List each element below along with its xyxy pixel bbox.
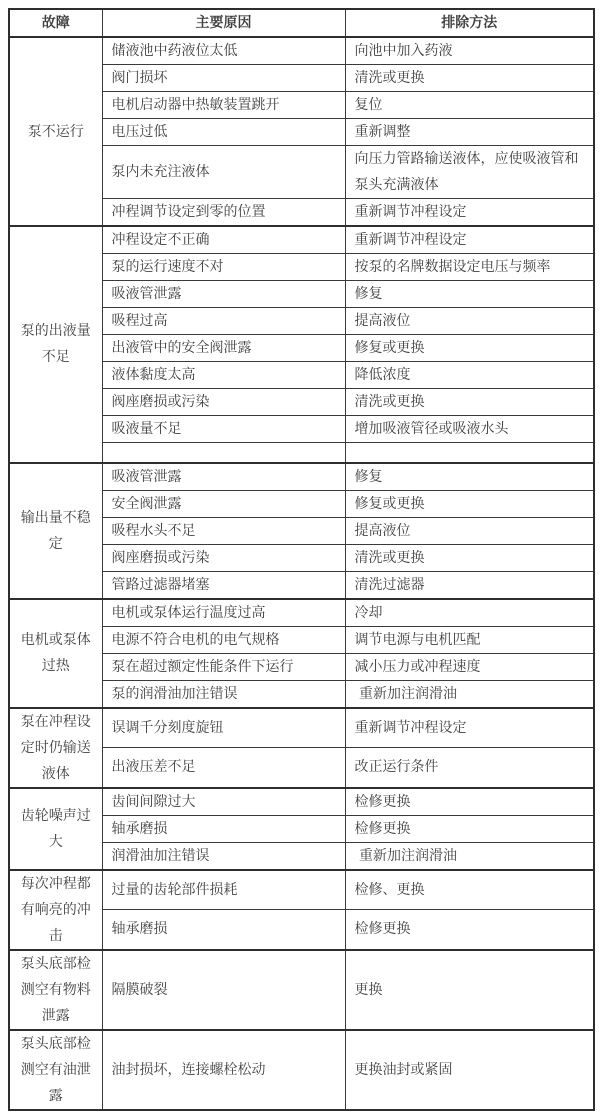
remedy-cell: 修复或更换 — [345, 490, 594, 517]
cause-cell: 安全阀泄露 — [102, 490, 345, 517]
table-row — [9, 870, 594, 910]
remedy-cell: 重新调节冲程设定 — [345, 199, 594, 227]
cause-cell: 吸液管泄露 — [102, 281, 345, 308]
remedy-cell: 降低浓度 — [345, 362, 594, 389]
cause-cell: 误调千分刻度旋钮 — [102, 708, 345, 748]
cause-cell: 阀门损坏 — [102, 65, 345, 92]
header-cell-remedy: 排除方法 — [345, 9, 594, 37]
cause-cell: 泵在超过额定性能条件下运行 — [102, 653, 345, 680]
table-row — [9, 599, 594, 627]
remedy-cell: 检修更换 — [345, 910, 594, 950]
fault-cell: 输出量不稳定 — [9, 463, 102, 599]
cause-cell: 吸程过高 — [102, 308, 345, 335]
cause-cell: 齿间间隙过大 — [102, 788, 345, 816]
remedy-cell: 提高液位 — [345, 308, 594, 335]
cause-cell: 出液压差不足 — [102, 748, 345, 788]
remedy-cell: 更换 — [345, 950, 594, 1030]
remedy-cell: 提高液位 — [345, 517, 594, 544]
table-row — [9, 708, 594, 748]
fault-cell: 泵不运行 — [9, 37, 102, 226]
remedy-cell: 清洗过滤器 — [345, 571, 594, 599]
cause-cell: 出液管中的安全阀泄露 — [102, 335, 345, 362]
remedy-cell: 增加吸液管径或吸液水头 — [345, 416, 594, 443]
remedy-cell: 重新加注润滑油 — [345, 842, 594, 870]
remedy-cell: 复位 — [345, 92, 594, 119]
remedy-cell: 更换油封或紧固 — [345, 1030, 594, 1110]
fault-cell: 泵头底部检测空有油泄露 — [9, 1030, 102, 1110]
remedy-cell: 修复 — [345, 463, 594, 491]
remedy-cell: 检修更换 — [345, 815, 594, 842]
table-row — [9, 788, 594, 816]
cause-cell — [102, 443, 345, 463]
cause-cell: 润滑油加注错误 — [102, 842, 345, 870]
cause-cell: 隔膜破裂 — [102, 950, 345, 1030]
cause-cell: 电机启动器中热敏装置跳开 — [102, 92, 345, 119]
cause-cell: 电机或泵体运行温度过高 — [102, 599, 345, 627]
remedy-cell: 改正运行条件 — [345, 748, 594, 788]
cause-cell: 轴承磨损 — [102, 910, 345, 950]
fault-cell: 每次冲程都有响亮的冲击 — [9, 870, 102, 950]
cause-cell: 管路过滤器堵塞 — [102, 571, 345, 599]
remedy-cell: 修复 — [345, 281, 594, 308]
cause-cell: 油封损坏，连接螺栓松动 — [102, 1030, 345, 1110]
cause-cell: 泵的润滑油加注错误 — [102, 680, 345, 708]
remedy-cell: 重新加注润滑油 — [345, 680, 594, 708]
table-header — [9, 9, 594, 37]
fault-cell: 泵的出液量不足 — [9, 226, 102, 463]
table-body — [9, 37, 594, 1110]
table-row — [9, 463, 594, 491]
cause-cell: 吸液量不足 — [102, 416, 345, 443]
remedy-cell: 重新调整 — [345, 119, 594, 146]
cause-cell: 轴承磨损 — [102, 815, 345, 842]
remedy-cell: 检修更换 — [345, 788, 594, 816]
remedy-cell: 重新调节冲程设定 — [345, 708, 594, 748]
remedy-cell: 清洗或更换 — [345, 389, 594, 416]
cause-cell: 电压过低 — [102, 119, 345, 146]
cause-cell: 吸液管泄露 — [102, 463, 345, 491]
header-cell-cause: 主要原因 — [102, 9, 345, 37]
cause-cell: 阀座磨损或污染 — [102, 544, 345, 571]
fault-cell: 齿轮噪声过大 — [9, 788, 102, 870]
cause-cell: 泵内未充注液体 — [102, 146, 345, 199]
cause-cell: 冲程设定不正确 — [102, 226, 345, 254]
cause-cell: 阀座磨损或污染 — [102, 389, 345, 416]
fault-cell: 泵头底部检测空有物料泄露 — [9, 950, 102, 1030]
cause-cell: 过量的齿轮部件损耗 — [102, 870, 345, 910]
table-row — [9, 226, 594, 254]
remedy-cell: 按泵的名牌数据设定电压与频率 — [345, 254, 594, 281]
cause-cell: 液体黏度太高 — [102, 362, 345, 389]
table-row — [9, 950, 594, 1030]
cause-cell: 冲程调节设定到零的位置 — [102, 199, 345, 227]
remedy-cell: 减小压力或冲程速度 — [345, 653, 594, 680]
remedy-cell: 清洗或更换 — [345, 65, 594, 92]
remedy-cell: 检修、更换 — [345, 870, 594, 910]
header-cell-fault: 故障 — [9, 9, 102, 37]
remedy-cell: 重新调节冲程设定 — [345, 226, 594, 254]
fault-cell: 泵在冲程设定时仍输送液体 — [9, 708, 102, 788]
cause-cell: 泵的运行速度不对 — [102, 254, 345, 281]
remedy-cell: 冷却 — [345, 599, 594, 627]
remedy-cell: 修复或更换 — [345, 335, 594, 362]
cause-cell: 电源不符合电机的电气规格 — [102, 626, 345, 653]
remedy-cell: 向池中加入药液 — [345, 37, 594, 65]
header-row — [9, 9, 594, 37]
cause-cell: 吸程水头不足 — [102, 517, 345, 544]
fault-cell: 电机或泵体过热 — [9, 599, 102, 708]
cause-cell: 储液池中药液位太低 — [102, 37, 345, 65]
table-row — [9, 37, 594, 65]
remedy-cell: 调节电源与电机匹配 — [345, 626, 594, 653]
remedy-cell: 向压力管路输送液体，应使吸液管和泵头充满液体 — [345, 146, 594, 199]
table-row — [9, 1030, 594, 1110]
pump-troubleshooting-table — [8, 8, 595, 1111]
remedy-cell: 清洗或更换 — [345, 544, 594, 571]
remedy-cell — [345, 443, 594, 463]
